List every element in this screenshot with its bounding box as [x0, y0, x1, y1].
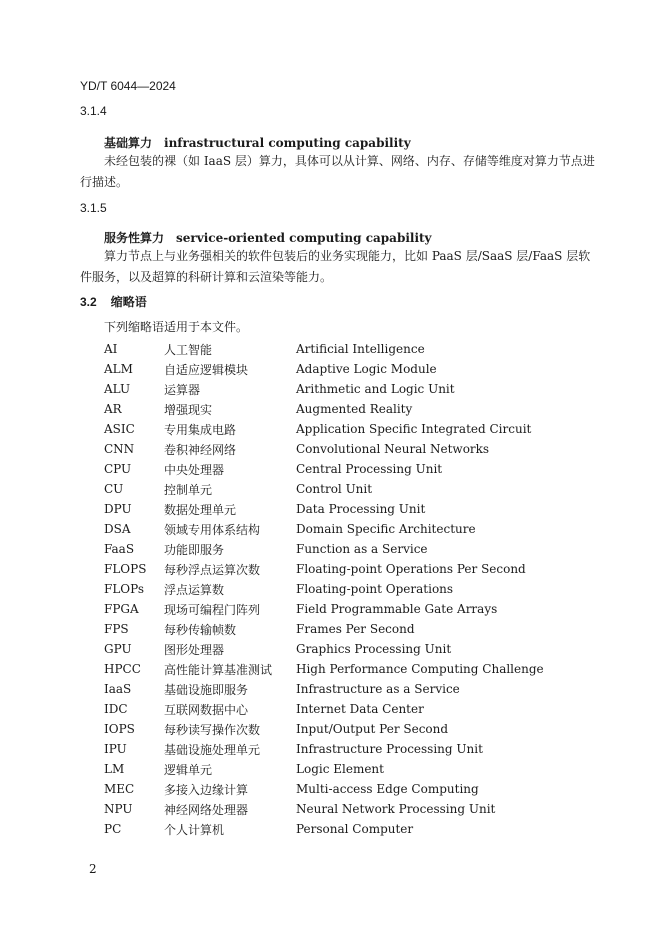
abbreviation: FLOPs [104, 582, 145, 596]
abbreviation-row [104, 359, 584, 379]
chinese-term: 多接入边缘计算 [164, 782, 249, 797]
english-term: Convolutional Neural Networks [296, 442, 490, 456]
english-term: Domain Specific Architecture [296, 522, 476, 536]
chinese-term: 增强现实 [164, 402, 213, 417]
abbreviation-row [104, 779, 584, 799]
chinese-term: 互联网数据中心 [164, 702, 249, 717]
abbreviation: CNN [104, 442, 135, 456]
abbreviations-table-body [104, 339, 584, 839]
english-term: Function as a Service [296, 542, 428, 556]
term-en: infrastructural computing capability [164, 136, 411, 150]
abbreviation: FLOPS [104, 562, 147, 576]
section-title: 缩略语 [110, 295, 147, 309]
abbreviation: LM [104, 762, 125, 776]
english-term: Augmented Reality [296, 402, 413, 416]
chinese-term: 自适应逻辑模块 [164, 362, 249, 377]
abbreviation: AR [104, 402, 122, 416]
abbreviation-row [104, 819, 584, 839]
abbreviation: MEC [104, 782, 135, 796]
abbreviation: IaaS [104, 682, 132, 696]
term-3-1-4 [104, 134, 411, 151]
definition-3-1-5: 算力节点上与业务强相关的软件包装后的业务实现能力，比如 PaaS 层/SaaS 层/FaaS 层软件服务，以及超算的科研计算和云渲染等能力。 [80, 249, 591, 284]
abbreviation: FPGA [104, 602, 139, 616]
abbreviation: GPU [104, 642, 132, 656]
abbreviation-row [104, 599, 584, 619]
abbreviation-row [104, 559, 584, 579]
abbreviation: HPCC [104, 662, 141, 676]
chinese-term: 高性能计算基准测试 [164, 662, 273, 677]
english-term: Logic Element [296, 762, 384, 776]
abbreviation: FaaS [104, 542, 135, 556]
abbreviation-row [104, 799, 584, 819]
english-term: Multi-access Edge Computing [296, 782, 479, 796]
abbreviations-intro: 下列缩略语适用于本文件。 [104, 320, 249, 334]
abbreviation: IOPS [104, 722, 135, 736]
page-number: 2 [89, 862, 97, 876]
english-term: Floating-point Operations Per Second [296, 562, 526, 576]
chinese-term: 浮点运算数 [164, 582, 225, 597]
section-number-3-1-5: 3.1.5 [80, 201, 107, 215]
abbreviation-row [104, 759, 584, 779]
english-term: Floating-point Operations [296, 582, 454, 596]
english-term: Personal Computer [296, 822, 414, 836]
english-term: Graphics Processing Unit [296, 642, 452, 656]
english-term: Arithmetic and Logic Unit [296, 382, 455, 396]
abbreviation-row [104, 539, 584, 559]
abbreviation: PC [104, 822, 122, 836]
term-zh: 基础算力 [104, 136, 153, 150]
chinese-term: 控制单元 [164, 482, 213, 497]
abbreviation: ALU [104, 382, 131, 396]
abbreviations-table [104, 339, 584, 839]
chinese-term: 中央处理器 [164, 462, 225, 477]
abbreviation-row [104, 699, 584, 719]
abbreviation-row [104, 519, 584, 539]
abbreviation: ALM [104, 362, 133, 376]
chinese-term: 个人计算机 [164, 822, 225, 837]
abbreviation-row [104, 379, 584, 399]
abbreviation: NPU [104, 802, 133, 816]
chinese-term: 领域专用体系结构 [164, 522, 261, 537]
abbreviation-row [104, 499, 584, 519]
definition-3-1-4: 未经包装的裸（如 IaaS 层）算力，具体可以从计算、网络、内存、存储等维度对算力节点进行描述。 [80, 154, 595, 189]
english-term: Artificial Intelligence [296, 342, 425, 356]
english-term: Infrastructure Processing Unit [296, 742, 483, 756]
abbreviation-row [104, 439, 584, 459]
abbreviation: CU [104, 482, 124, 496]
english-term: Data Processing Unit [296, 502, 426, 516]
english-term: Input/Output Per Second [296, 722, 449, 736]
chinese-term: 基础设施处理单元 [164, 742, 261, 757]
abbreviation-row [104, 419, 584, 439]
chinese-term: 专用集成电路 [164, 422, 237, 437]
chinese-term: 运算器 [164, 382, 201, 397]
chinese-term: 每秒浮点运算次数 [164, 562, 261, 577]
abbreviation-row [104, 399, 584, 419]
abbreviation: DSA [104, 522, 131, 536]
term-zh: 服务性算力 [104, 231, 165, 245]
chinese-term: 每秒读写操作次数 [164, 722, 261, 737]
abbreviation-row [104, 459, 584, 479]
english-term: Internet Data Center [296, 702, 424, 716]
abbreviation-row [104, 479, 584, 499]
chinese-term: 卷积神经网络 [164, 442, 237, 457]
abbreviation: CPU [104, 462, 132, 476]
term-en: service-oriented computing capability [176, 231, 432, 245]
section-number-3-1-4: 3.1.4 [80, 104, 107, 118]
chinese-term: 图形处理器 [164, 642, 225, 657]
abbreviation-row [104, 639, 584, 659]
term-3-1-5 [104, 229, 432, 246]
abbreviation-row [104, 739, 584, 759]
chinese-term: 人工智能 [164, 342, 213, 357]
abbreviation-row [104, 339, 584, 359]
abbreviation-row [104, 659, 584, 679]
english-term: Infrastructure as a Service [296, 682, 460, 696]
english-term: Frames Per Second [296, 622, 415, 636]
english-term: High Performance Computing Challenge [296, 662, 544, 676]
abbreviation: FPS [104, 622, 129, 636]
abbreviation: IDC [104, 702, 128, 716]
abbreviation-row [104, 619, 584, 639]
english-term: Control Unit [296, 482, 373, 496]
abbreviation: IPU [104, 742, 127, 756]
english-term: Application Specific Integrated Circuit [296, 422, 532, 436]
document-id: YD/T 6044—2024 [80, 79, 176, 93]
section-heading-3-2 [80, 293, 147, 310]
english-term: Neural Network Processing Unit [296, 802, 496, 816]
section-number: 3.2 [80, 295, 97, 309]
chinese-term: 神经网络处理器 [164, 802, 249, 817]
english-term: Adaptive Logic Module [296, 362, 437, 376]
abbreviation-row [104, 679, 584, 699]
chinese-term: 逻辑单元 [164, 762, 213, 777]
abbreviation: ASIC [104, 422, 135, 436]
abbreviation: AI [104, 342, 118, 356]
chinese-term: 现场可编程门阵列 [164, 602, 261, 617]
chinese-term: 数据处理单元 [164, 502, 237, 517]
abbreviation: DPU [104, 502, 132, 516]
english-term: Central Processing Unit [296, 462, 443, 476]
chinese-term: 基础设施即服务 [164, 682, 249, 697]
english-term: Field Programmable Gate Arrays [296, 602, 498, 616]
abbreviation-row [104, 579, 584, 599]
abbreviation-row [104, 719, 584, 739]
chinese-term: 功能即服务 [164, 542, 225, 557]
chinese-term: 每秒传输帧数 [164, 622, 237, 637]
